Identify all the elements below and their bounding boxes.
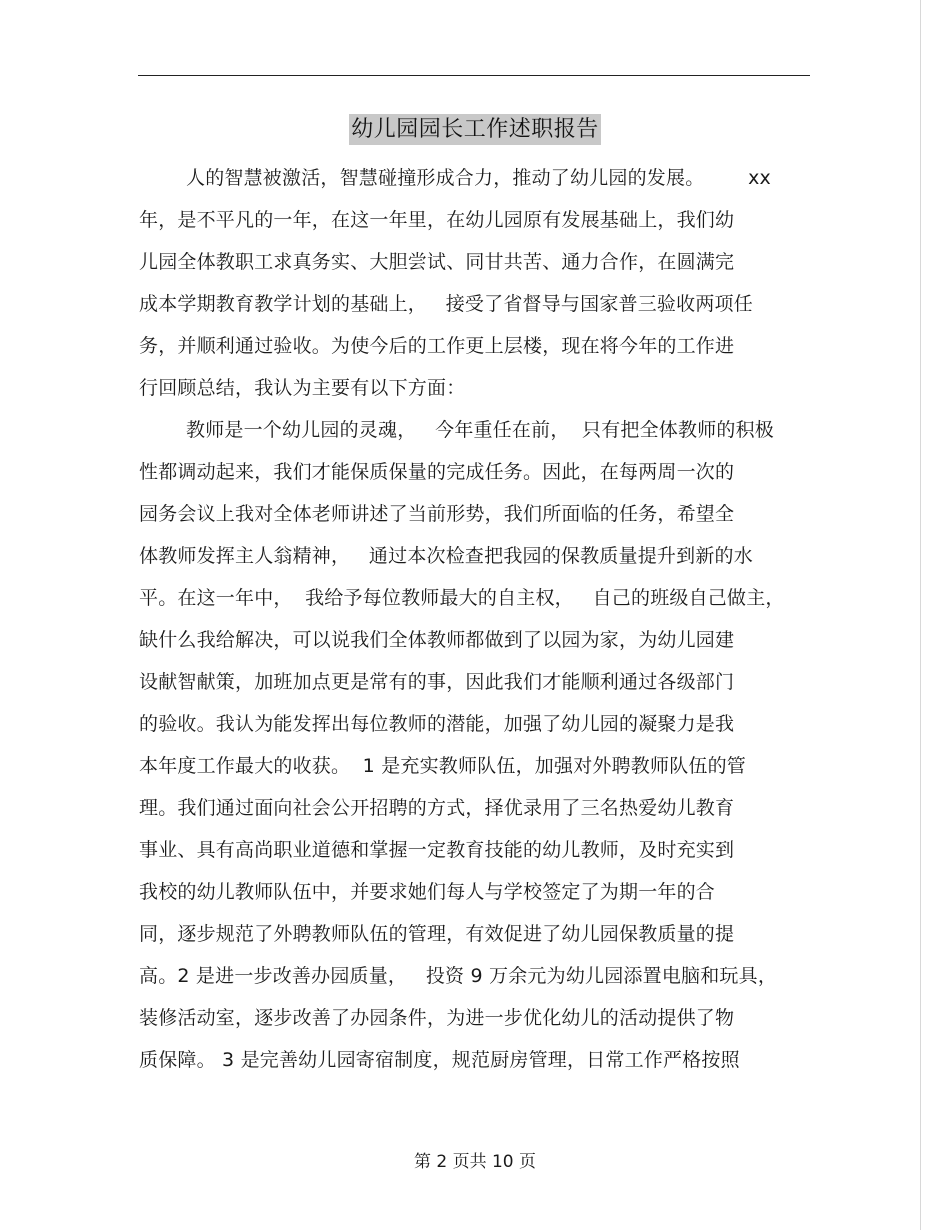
text-line: 儿园全体教职工求真务实、大胆尝试、同甘共苦、通力合作，在圆满完 (139, 251, 735, 273)
text-line: 成本学期教育教学计划的基础上， 接受了省督导与国家普三验收两项任 (139, 293, 753, 315)
text-line: 装修活动室，逐步改善了办园条件，为进一步优化幼儿的活动提供了物 (139, 1007, 735, 1029)
header-rule (138, 75, 810, 76)
text-line: 质保障。 3 是完善幼儿园寄宿制度，规范厨房管理，日常工作严格按照 (139, 1049, 740, 1071)
text-line: 我校的幼儿教师队伍中，并要求她们每人与学校签定了为期一年的合 (139, 881, 716, 903)
text-line: 人的智慧被激活，智慧碰撞形成合力，推动了幼儿园的发展。 xx (186, 167, 771, 189)
text-line: 高。2 是进一步改善办园质量， 投资 9 万余元为幼儿园添置电脑和玩具， (139, 965, 778, 987)
text-line: 平。在这一年中， 我给予每位教师最大的自主权， 自己的班级自己做主， (139, 587, 785, 609)
document-title: 幼儿园园长工作述职报告 (349, 114, 601, 145)
text-line: 体教师发挥主人翁精神， 通过本次检查把我园的保教质量提升到新的水 (139, 545, 753, 567)
text-line: 行回顾总结，我认为主要有以下方面： (139, 377, 466, 399)
text-line: 性都调动起来，我们才能保质保量的完成任务。因此，在每两周一次的 (139, 461, 735, 483)
text-line: 的验收。我认为能发挥出每位教师的潜能，加强了幼儿园的凝聚力是我 (139, 713, 735, 735)
page-edge (920, 0, 921, 1230)
document-body (139, 157, 811, 1081)
text-line: 事业、具有高尚职业道德和掌握一定教育技能的幼儿教师，及时充实到 (139, 839, 735, 861)
title-container (0, 114, 950, 145)
text-line: 务，并顺利通过验收。为使今后的工作更上层楼，现在将今年的工作进 (139, 335, 735, 357)
text-line: 同，逐步规范了外聘教师队伍的管理，有效促进了幼儿园保教质量的提 (139, 923, 735, 945)
text-line: 理。我们通过面向社会公开招聘的方式，择优录用了三名热爱幼儿教育 (139, 797, 735, 819)
page-number-footer: 第 2 页共 10 页 (413, 1152, 537, 1172)
text-line: 园务会议上我对全体老师讲述了当前形势，我们所面临的任务，希望全 (139, 503, 735, 525)
text-line: 缺什么我给解决，可以说我们全体教师都做到了以园为家，为幼儿园建 (139, 629, 735, 651)
text-line: 年，是不平凡的一年，在这一年里，在幼儿园原有发展基础上，我们幼 (139, 209, 735, 231)
text-line: 教师是一个幼儿园的灵魂， 今年重任在前， 只有把全体教师的积极 (186, 419, 774, 441)
text-line: 设献智献策，加班加点更是常有的事，因此我们才能顺利通过各级部门 (139, 671, 735, 693)
text-line: 本年度工作最大的收获。 1 是充实教师队伍，加强对外聘教师队伍的管 (139, 755, 747, 777)
